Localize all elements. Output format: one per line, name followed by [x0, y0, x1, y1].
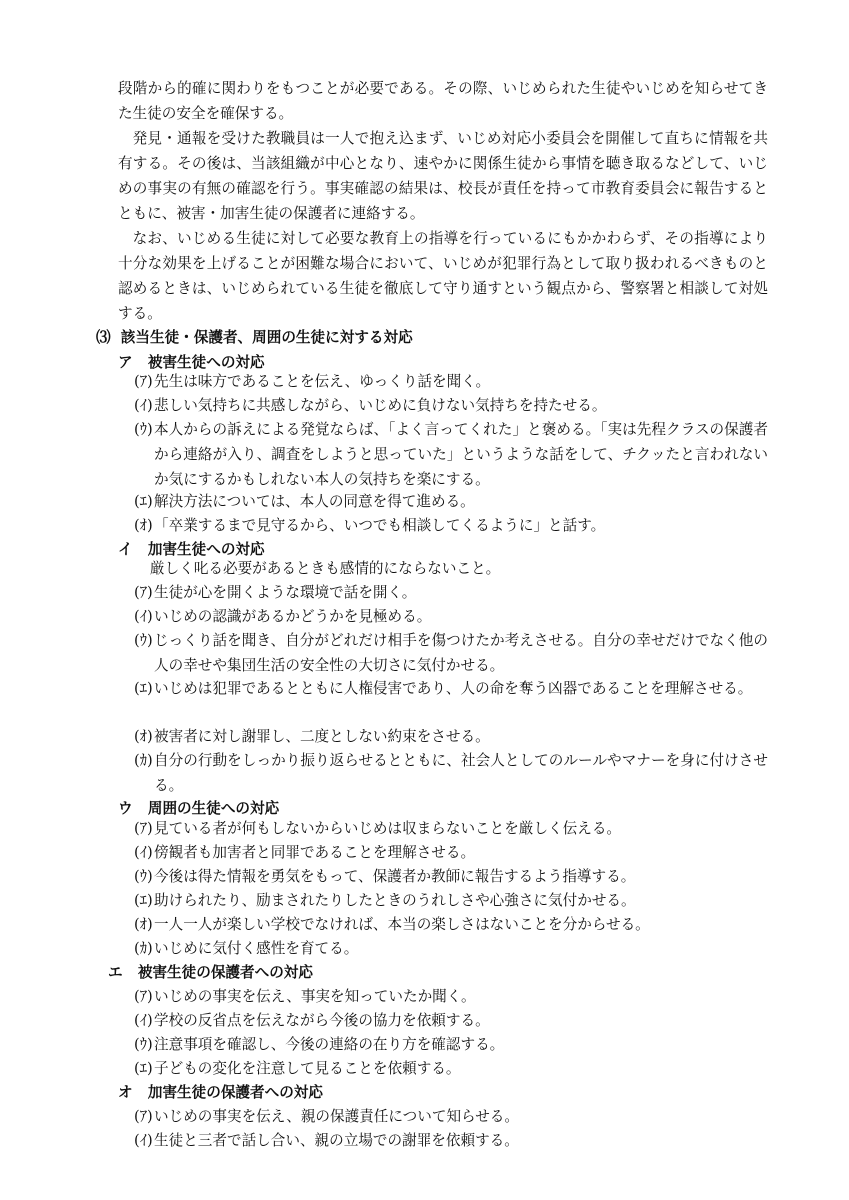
item-text: じっくり話を聞き、自分がどれだけ相手を傷つけたか考えさせる。自分の幸せだけでなく他の人の幸せや集団生活の安全性の大切さに気付かせる。 — [154, 632, 768, 674]
subsection-marker: オ — [118, 1084, 133, 1101]
item-marker: (ｱ) — [134, 373, 153, 390]
item-marker: (ｳ) — [134, 421, 153, 438]
list-item — [134, 628, 768, 678]
item-text: 一人一人が楽しい学校でなければ、本当の楽しさはないことを分からせる。 — [154, 916, 650, 933]
item-text: 自分の行動をしっかり振り返らせるとともに、社会人としてのルールやマナーを身に付けさせる。 — [154, 752, 768, 794]
item-marker: (ｶ) — [134, 940, 153, 957]
item-text: いじめは犯罪であるとともに人権侵害であり、人の命を奪う凶器であることを理解させる。 — [154, 680, 753, 697]
item-text: 見ている者が何もしないからいじめは収まらないことを厳しく伝える。 — [154, 820, 622, 837]
list-item — [134, 676, 768, 701]
list-item — [134, 489, 768, 514]
item-marker: (ｲ) — [134, 844, 153, 861]
section-number: ⑶ — [96, 329, 111, 346]
list-item — [134, 984, 768, 1009]
item-marker: (ｴ) — [134, 493, 153, 510]
list-item — [134, 748, 768, 798]
item-marker: (ｵ) — [134, 916, 153, 933]
item-text: 今後は得た情報を勇気をもって、保護者か教師に報告するよう指導する。 — [154, 868, 636, 885]
list-item — [134, 1008, 768, 1033]
subsection-title: 加害生徒への対応 — [147, 541, 265, 558]
list-item — [134, 816, 768, 841]
item-marker: (ｳ) — [134, 632, 153, 649]
item-text: いじめの事実を伝え、親の保護責任について知らせる。 — [154, 1108, 519, 1125]
item-text: 学校の反省点を伝えながら今後の協力を依頼する。 — [154, 1012, 490, 1029]
item-marker: (ｲ) — [134, 1012, 153, 1029]
item-marker: (ｱ) — [134, 584, 153, 601]
item-text: 傍観者も加害者と同罪であることを理解させる。 — [154, 844, 476, 861]
list-item — [134, 888, 768, 913]
subsection-marker: ウ — [118, 800, 133, 817]
item-marker: (ｱ) — [134, 820, 153, 837]
item-text: 生徒が心を開くような環境で話を開く。 — [154, 584, 417, 601]
list-item — [134, 1056, 768, 1081]
item-marker: (ｳ) — [134, 868, 153, 885]
subsection-title: 周囲の生徒への対応 — [147, 800, 280, 817]
item-text: 先生は味方であることを伝え、ゆっくり話を聞く。 — [154, 373, 491, 390]
list-item — [134, 513, 768, 538]
subsection-marker: イ — [118, 541, 133, 558]
intro-paragraph: なお、いじめる生徒に対して必要な教育上の指導を行っているにもかかわらず、その指導により十分な効果を上げることが困難な場合において、いじめが犯罪行為として取り扱われるべきものと認めるときは、いじめられている生徒を徹底して守り通すという観点から、警察署と相談して対処する。 — [118, 230, 768, 322]
item-marker: (ｴ) — [134, 892, 153, 909]
list-item — [134, 840, 768, 865]
item-text: 被害者に対し謝罪し、二度としない約束をさせる。 — [154, 728, 490, 745]
item-marker: (ｴ) — [134, 680, 153, 697]
item-marker: (ｱ) — [134, 1108, 153, 1125]
item-marker: (ｴ) — [134, 1060, 153, 1077]
subsection-heading — [118, 1080, 323, 1105]
subsection-heading — [108, 960, 313, 985]
item-marker: (ｶ) — [134, 752, 153, 769]
item-marker: (ｵ) — [134, 517, 153, 534]
section-heading — [96, 325, 413, 350]
item-text: 本人からの訴えによる発覚ならば、「よく言ってくれた」と褒める。「実は先程クラスの保護者から連絡が入り、調査をしようと思っていた」というような話をして、チクッたと言われないか気にするかもしれない本人の気持ちを楽にする。 — [154, 421, 768, 488]
intro-text — [118, 76, 768, 326]
list-item — [134, 417, 768, 492]
item-text: 解決方法については、本人の同意を得て進める。 — [154, 493, 475, 510]
list-item — [134, 604, 768, 629]
list-item — [134, 936, 768, 961]
item-text: いじめに気付く感性を育てる。 — [154, 940, 359, 957]
list-item — [134, 864, 768, 889]
list-item — [134, 393, 768, 418]
subsection-marker: エ — [108, 964, 123, 981]
item-marker: (ｲ) — [134, 1132, 153, 1149]
item-marker: (ｲ) — [134, 397, 153, 414]
item-text: いじめの事実を伝え、事実を知っていたか聞く。 — [154, 988, 476, 1005]
list-item — [134, 1128, 768, 1153]
item-text: 生徒と三者で話し合い、親の立場での謝罪を依頼する。 — [154, 1132, 519, 1149]
item-text: 助けられたり、励まされたりしたときのうれしさや心強さに気付かせる。 — [154, 892, 636, 909]
item-text: いじめの認識があるかどうかを見極める。 — [154, 608, 432, 625]
item-marker: (ｱ) — [134, 988, 153, 1005]
list-item — [134, 1032, 768, 1057]
item-text: 悲しい気持ちに共感しながら、いじめに負けない気持ちを持たせる。 — [154, 397, 607, 414]
list-item — [134, 912, 768, 937]
list-item — [134, 724, 768, 749]
list-item — [134, 1104, 768, 1129]
item-text: 子どもの変化を注意して見ることを依頼する。 — [154, 1060, 461, 1077]
subsection-title: 被害生徒の保護者への対応 — [137, 964, 313, 981]
item-text: 「卒業するまで見守るから、いつでも相談してくるように」と話す。 — [154, 517, 606, 534]
intro-paragraph: 段階から的確に関わりをもつことが必要である。その際、いじめられた生徒やいじめを知らせてきた生徒の安全を確保する。 — [118, 80, 768, 122]
item-marker: (ｳ) — [134, 1036, 153, 1053]
section-title: 該当生徒・保護者、周囲の生徒に対する対応 — [120, 329, 413, 346]
item-marker: (ｲ) — [134, 608, 153, 625]
item-marker: (ｵ) — [134, 728, 153, 745]
intro-paragraph: 発見・通報を受けた教職員は一人で抱え込まず、いじめ対応小委員会を開催して直ちに情報を共有する。その後は、当該組織が中心となり、速やかに関係生徒から事情を聴き取るなどして、いじめの事実の有無の確認を行う。事実確認の結果は、校長が責任を持って市教育委員会に報告するとともに、被害・加害生徒の保護者に連絡する。 — [118, 130, 768, 222]
subsection-title: 被害生徒への対応 — [147, 354, 265, 371]
list-item — [134, 369, 768, 394]
item-text: 注意事項を確認し、今後の連絡の在り方を確認する。 — [154, 1036, 505, 1053]
subsection-note: 厳しく叱る必要があるときも感情的にならないこと。 — [150, 560, 501, 577]
list-item — [134, 580, 768, 605]
subsection-title: 加害生徒の保護者への対応 — [147, 1084, 323, 1101]
subsection-marker: ア — [118, 354, 133, 371]
